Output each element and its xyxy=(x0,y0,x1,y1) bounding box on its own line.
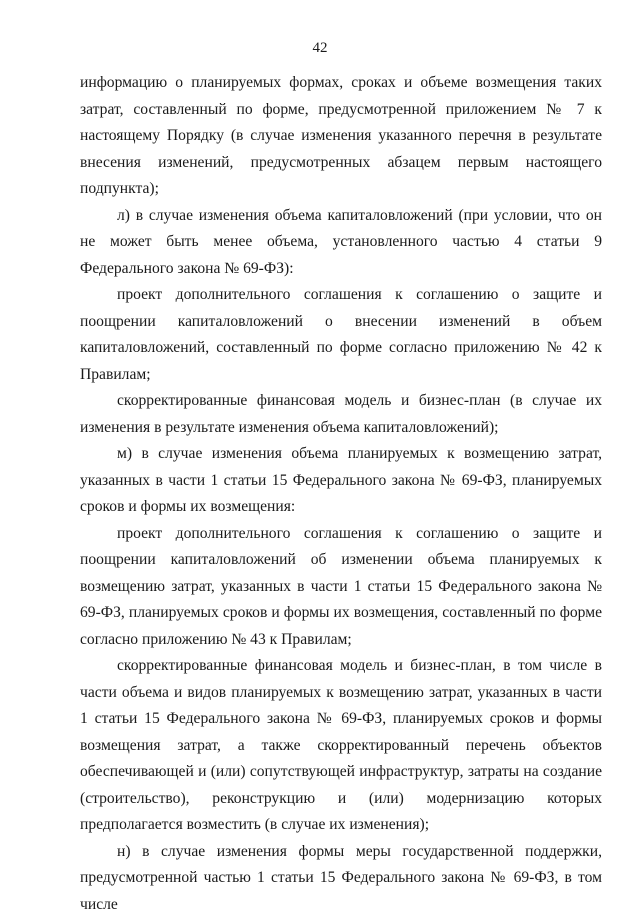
paragraph-item-n: н) в случае изменения формы меры государственной поддержки, предусмотренной частью 1 статьи 15 Федерального закона № 69-ФЗ, в том числе xyxy=(80,839,602,918)
document-body xyxy=(80,70,602,918)
paragraph-financial-model-l: скорректированные финансовая модель и бизнес-план (в случае их изменения в результате изменения объема капиталовложений); xyxy=(80,388,602,441)
page-number: 42 xyxy=(0,38,640,58)
paragraph-item-m: м) в случае изменения объема планируемых к возмещению затрат, указанных в части 1 статьи 15 Федерального закона № 69-ФЗ, планируемых сроков и формы их возмещения: xyxy=(80,441,602,521)
paragraph-continuation: информацию о планируемых формах, сроках и объеме возмещения таких затрат, составленный по форме, предусмотренной приложением № 7 к настоящему Порядку (в случае изменения указанного перечня в результате внесения изменений, предусмотренных абзацем первым настоящего подпункта); xyxy=(80,70,602,203)
paragraph-financial-model-m: скорректированные финансовая модель и бизнес-план, в том числе в части объема и видов планируемых к возмещению затрат, указанных в части 1 статьи 15 Федерального закона № 69-ФЗ, планируемых сроков и формы возмещения затрат, а также скорректированный перечень объектов обеспечивающей и (или) сопутствующей инфраструктур, затраты на создание (строительство), реконструкцию и (или) модернизацию которых предполагается возместить (в случае их изменения); xyxy=(80,653,602,839)
paragraph-project-agreement-l: проект дополнительного соглашения к соглашению о защите и поощрении капиталовложений о внесении изменений в объем капиталовложений, составленный по форме согласно приложению № 42 к Правилам; xyxy=(80,282,602,388)
paragraph-item-l: л) в случае изменения объема капиталовложений (при условии, что он не может быть менее объема, установленного частью 4 статьи 9 Федерального закона № 69-ФЗ): xyxy=(80,203,602,283)
paragraph-project-agreement-m: проект дополнительного соглашения к соглашению о защите и поощрении капиталовложений об изменении объема планируемых к возмещению затрат, указанных в части 1 статьи 15 Федерального закона № 69-ФЗ, планируемых сроков и формы их возмещения, составленный по форме согласно приложению № 43 к Правилам; xyxy=(80,521,602,654)
